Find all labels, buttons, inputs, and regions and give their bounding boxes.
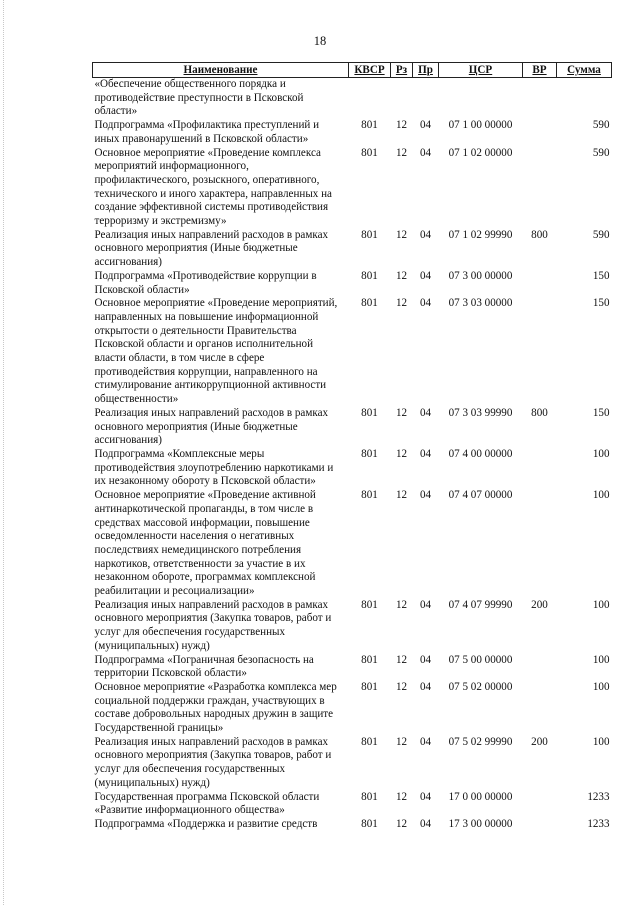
- cell-csr: 07 5 00 00000: [448, 653, 513, 666]
- cell-sum: 100: [592, 735, 610, 748]
- cell-csr: 07 3 03 99990: [448, 406, 513, 419]
- cell-name: Реализация иных направлений расходов в рамках основного мероприятия (Иные бюджетные ассигнования): [94, 406, 329, 447]
- cell-vr: 800: [531, 406, 548, 419]
- cell-rz: 12: [395, 447, 408, 460]
- header-name: Наименование: [93, 63, 349, 78]
- header-pr: Пр: [413, 63, 439, 78]
- cell-vr: [523, 147, 557, 229]
- cell-pr: 04: [419, 598, 432, 611]
- cell-pr: 04: [419, 447, 432, 460]
- cell-sum: 1233: [587, 817, 610, 830]
- table-row: [93, 229, 612, 270]
- cell-sum: 100: [592, 680, 610, 693]
- cell-sum: 1233: [587, 790, 610, 803]
- cell-pr: 04: [419, 790, 432, 803]
- cell-kvsr: 801: [361, 817, 378, 830]
- header-rz: Рз: [391, 63, 413, 78]
- cell-vr: [523, 448, 557, 489]
- cell-name: Реализация иных направлений расходов в рамках основного мероприятия (Закупка товаров, работ и услуг для обеспечения государственных (муниципальных) нужд): [94, 735, 332, 789]
- cell-pr: 04: [419, 653, 432, 666]
- cell-sum: 590: [592, 146, 610, 159]
- table-row: [93, 681, 612, 736]
- header-kvsr: КВСР: [349, 63, 391, 78]
- cell-rz: 12: [395, 146, 408, 159]
- cell-rz: 12: [395, 228, 408, 241]
- cell-pr: 04: [419, 735, 432, 748]
- cell-sum: [557, 78, 612, 120]
- cell-rz: 12: [395, 735, 408, 748]
- cell-csr: 07 5 02 99990: [448, 735, 513, 748]
- cell-pr: 04: [419, 228, 432, 241]
- cell-csr: 07 1 02 00000: [448, 146, 513, 159]
- cell-kvsr: [349, 78, 391, 120]
- cell-csr: 07 5 02 00000: [448, 680, 513, 693]
- table-row: [93, 791, 612, 818]
- page-number: 18: [313, 34, 327, 48]
- cell-kvsr: 801: [361, 653, 378, 666]
- cell-csr: [439, 78, 523, 120]
- cell-kvsr: 801: [361, 489, 378, 502]
- cell-sum: 590: [592, 119, 610, 132]
- cell-rz: 12: [395, 790, 408, 803]
- cell-kvsr: 801: [361, 146, 378, 159]
- table-row: [93, 297, 612, 407]
- cell-kvsr: 801: [361, 269, 378, 282]
- cell-sum: 150: [592, 297, 610, 310]
- cell-csr: 17 0 00 00000: [448, 790, 513, 803]
- header-csr: ЦСР: [439, 63, 523, 78]
- cell-csr: 07 4 00 00000: [448, 447, 513, 460]
- cell-sum: 150: [592, 406, 610, 419]
- cell-rz: 12: [395, 653, 408, 666]
- cell-csr: 07 3 00 00000: [448, 269, 513, 282]
- cell-name: Государственная программа Псковской области «Развитие информационного общества»: [94, 790, 320, 817]
- cell-name: Подпрограмма «Пограничная безопасность на территории Псковской области»: [94, 653, 314, 680]
- cell-csr: 07 4 07 99990: [448, 598, 513, 611]
- cell-name: Основное мероприятие «Разработка комплекса мер социальной поддержки граждан, участвующих в составе добровольных народных дружин в защите Государственной границы»: [94, 680, 337, 735]
- cell-vr: [523, 270, 557, 297]
- table-row: [93, 448, 612, 489]
- cell-sum: 100: [592, 447, 610, 460]
- cell-kvsr: 801: [361, 735, 378, 748]
- cell-sum: 100: [592, 489, 610, 502]
- cell-name: Основное мероприятие «Проведение мероприятий, направленных на повышение информационной открытости о деятельности Правительства Псковской области и органов исполнительной власти области, в том числе в сфере противодействия коррупции, направленного на стимулирование антикоррупционной активности общественности»: [94, 297, 338, 406]
- header-vr: ВР: [523, 63, 557, 78]
- cell-vr: [523, 791, 557, 818]
- cell-kvsr: 801: [361, 790, 378, 803]
- cell-csr: 07 1 02 99990: [448, 228, 513, 241]
- table-header: [93, 63, 612, 78]
- cell-pr: [413, 78, 439, 120]
- cell-rz: 12: [395, 297, 408, 310]
- table-row: [93, 654, 612, 681]
- cell-vr: [523, 818, 557, 832]
- cell-vr: [523, 78, 557, 120]
- cell-name: Подпрограмма «Противодействие коррупции в Псковской области»: [94, 269, 317, 296]
- table-row: [93, 78, 612, 120]
- cell-kvsr: 801: [361, 119, 378, 132]
- table-row: [93, 270, 612, 297]
- cell-vr: [523, 654, 557, 681]
- cell-rz: 12: [395, 598, 408, 611]
- cell-rz: 12: [395, 269, 408, 282]
- cell-rz: 12: [395, 817, 408, 830]
- cell-rz: [391, 78, 413, 120]
- cell-kvsr: 801: [361, 297, 378, 310]
- cell-rz: 12: [395, 489, 408, 502]
- cell-rz: 12: [395, 406, 408, 419]
- table-row: [93, 818, 612, 832]
- cell-vr: [523, 489, 557, 599]
- cell-name: Реализация иных направлений расходов в рамках основного мероприятия (Иные бюджетные ассигнования): [94, 228, 329, 269]
- table-row: [93, 736, 612, 791]
- cell-pr: 04: [419, 680, 432, 693]
- cell-sum: 100: [592, 598, 610, 611]
- cell-kvsr: 801: [361, 228, 378, 241]
- cell-name: Подпрограмма «Поддержка и развитие средств: [94, 817, 318, 830]
- cell-kvsr: 801: [361, 598, 378, 611]
- cell-sum: 150: [592, 269, 610, 282]
- cell-pr: 04: [419, 119, 432, 132]
- cell-rz: 12: [395, 119, 408, 132]
- cell-pr: 04: [419, 297, 432, 310]
- cell-name: Основное мероприятие «Проведение активной антинаркотической пропаганды, в том числе в средствах массовой информации, повышение осведомленности населения о негативных последствиях немедицинского потребления наркотиков, ответственности за участие в их незаконном обороте, программах комплексной реабилитации и ресоциализации»: [94, 489, 316, 598]
- cell-name: Реализация иных направлений расходов в рамках основного мероприятия (Закупка товаров, работ и услуг для обеспечения государственных (муниципальных) нужд): [94, 598, 332, 652]
- cell-vr: 200: [531, 735, 548, 748]
- table-row: [93, 489, 612, 599]
- cell-vr: [523, 297, 557, 407]
- header-sum: Сумма: [557, 63, 612, 78]
- cell-pr: 04: [419, 269, 432, 282]
- budget-table: [92, 62, 612, 832]
- table-row: [93, 407, 612, 448]
- cell-vr: 800: [531, 228, 548, 241]
- cell-pr: 04: [419, 817, 432, 830]
- cell-name: Подпрограмма «Профилактика преступлений и иных правонарушений в Псковской области»: [94, 119, 320, 145]
- header-row: [93, 63, 612, 78]
- cell-csr: 07 3 03 00000: [448, 297, 513, 310]
- table-row: [93, 147, 612, 229]
- cell-vr: 200: [531, 598, 548, 611]
- cell-csr: 07 4 07 00000: [448, 489, 513, 502]
- table-row: [93, 599, 612, 654]
- cell-name: «Обеспечение общественного порядка и противодействие преступности в Псковской области»: [94, 78, 304, 118]
- cell-name: Подпрограмма «Комплексные меры противодействия злоупотреблению наркотиками и их незаконному обороту в Псковской области»: [94, 447, 334, 488]
- table-row: [93, 119, 612, 146]
- cell-vr: [523, 119, 557, 146]
- cell-vr: [523, 681, 557, 736]
- scan-edge-marks: [0, 0, 4, 905]
- cell-sum: 590: [592, 228, 610, 241]
- cell-csr: 17 3 00 00000: [448, 817, 513, 830]
- cell-kvsr: 801: [361, 406, 378, 419]
- cell-csr: 07 1 00 00000: [448, 119, 513, 132]
- table-body: [93, 78, 612, 832]
- cell-pr: 04: [419, 489, 432, 502]
- cell-pr: 04: [419, 146, 432, 159]
- cell-name: Основное мероприятие «Проведение комплекса мероприятий информационного, профилактического, розыскного, оперативного, технического и иного характера, направленных на создание эффективной системы противодействия терроризму и экстремизму»: [94, 146, 332, 228]
- cell-rz: 12: [395, 680, 408, 693]
- cell-kvsr: 801: [361, 680, 378, 693]
- cell-sum: 100: [592, 653, 610, 666]
- cell-kvsr: 801: [361, 447, 378, 460]
- cell-pr: 04: [419, 406, 432, 419]
